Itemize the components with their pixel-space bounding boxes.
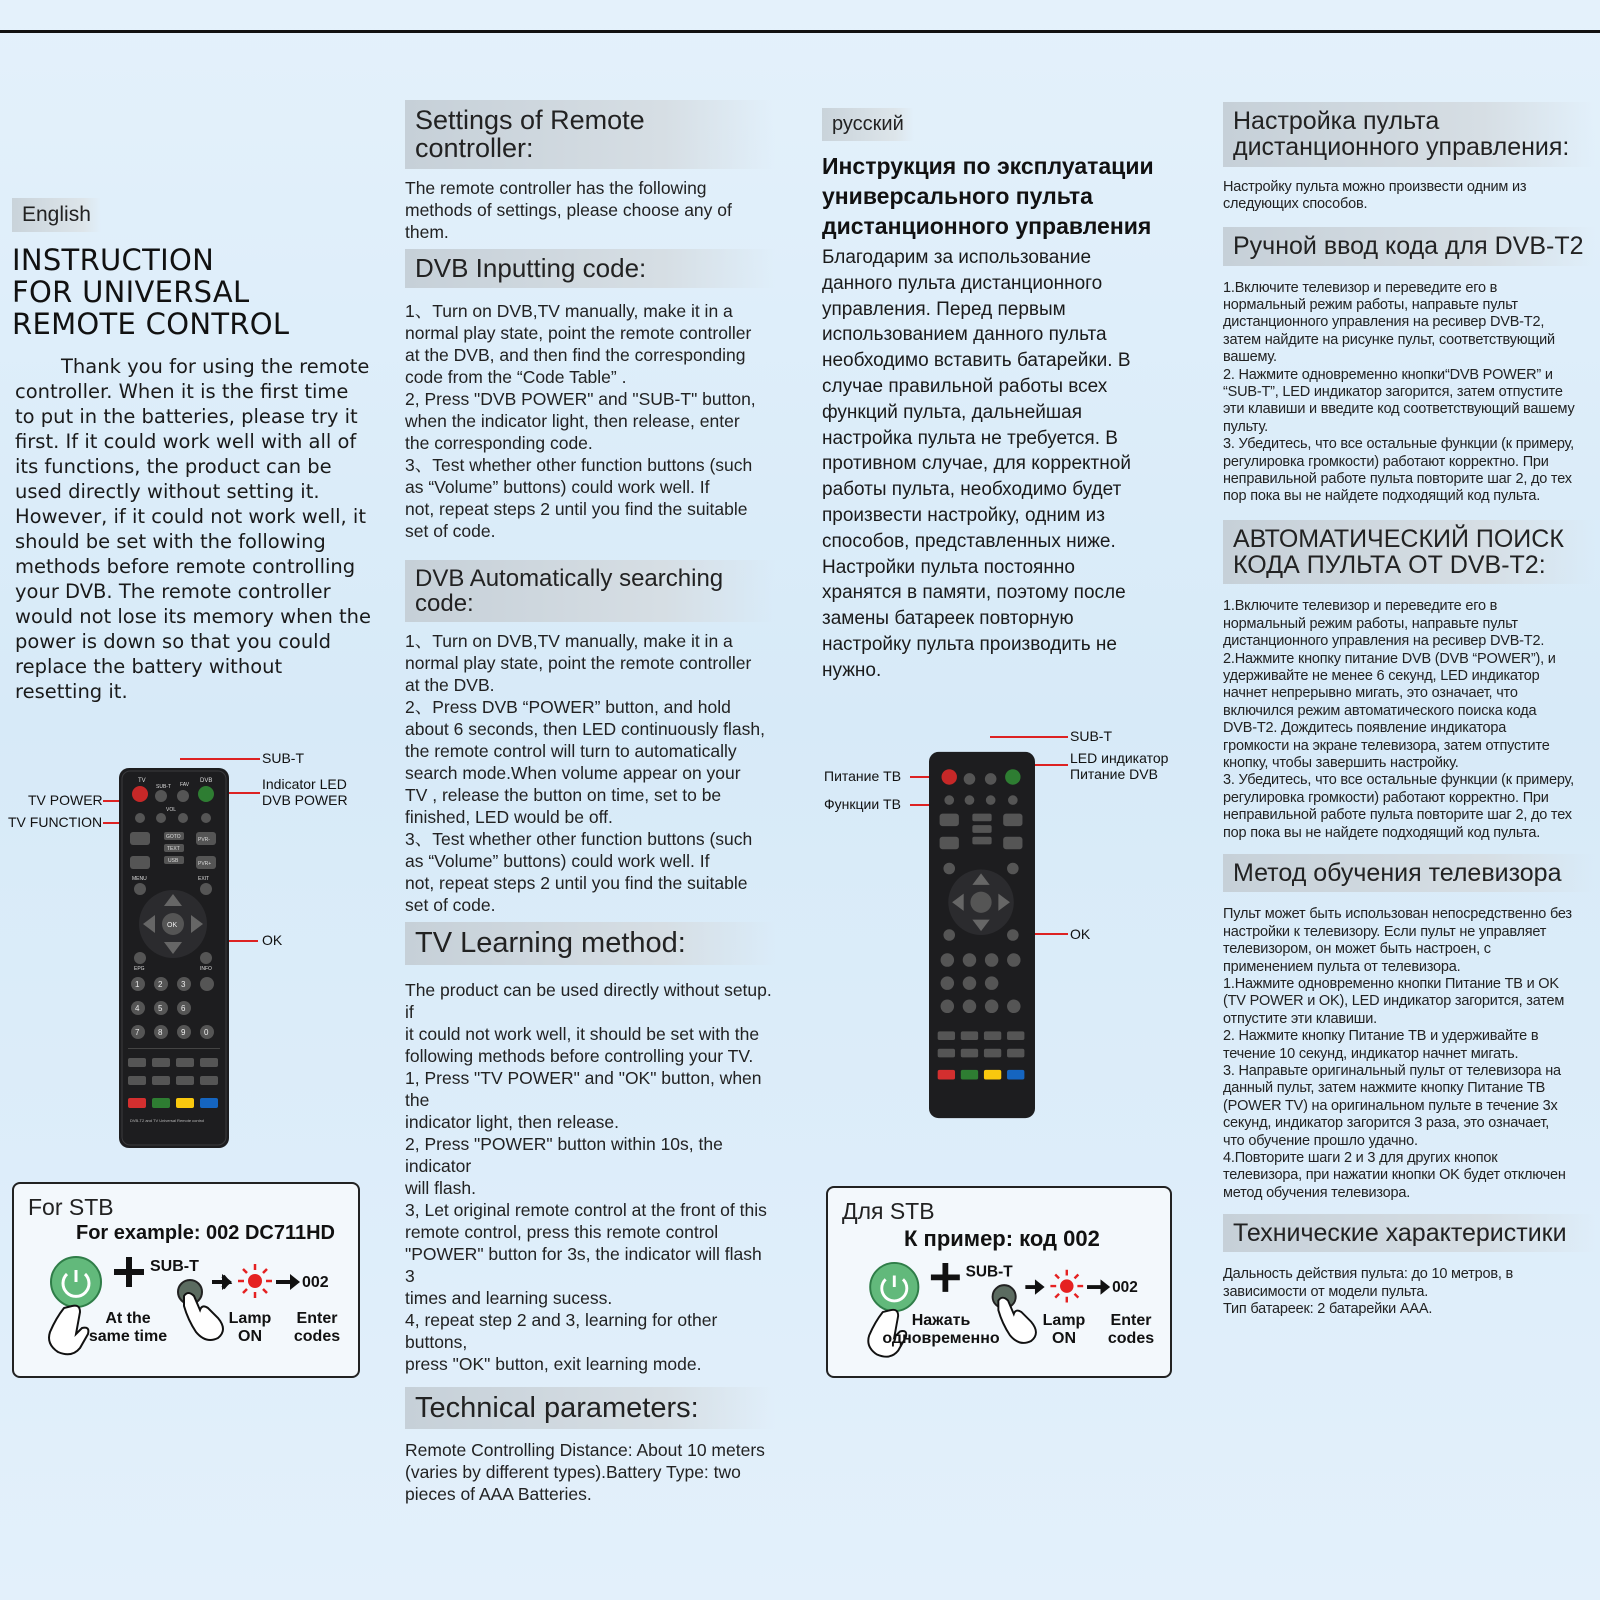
stb-enter-label: Enter codes	[293, 1310, 341, 1345]
remote-usb-label: USB	[168, 858, 179, 864]
remote-epg-label: EPG	[134, 966, 145, 972]
remote-digit-1: 1	[135, 980, 140, 989]
tv-power-button[interactable]	[132, 786, 148, 802]
ru-auto-heading: АВТОМАТИЧЕСКИЙ ПОИСК КОДА ПУЛЬТА ОТ DVB-T2:	[1223, 520, 1595, 585]
stb-title: For STB	[28, 1194, 114, 1220]
callout-ru-tv-function: Функции ТВ	[824, 796, 901, 812]
language-tag-english: English	[12, 198, 101, 232]
remote-digit-7: 7	[135, 1028, 140, 1037]
remote-digit-3: 3	[181, 980, 186, 989]
english-intro: Thank you for using the remote controller. When it is the first time to put in the batteries, please try it first. If it could work well with all of its functions, the product can be used directly without setting it. However, if it could not work well, it should be set with the following methods before remote controlling your DVB. The remote controller would not lose its memory when the power is down so that you could replace the battery without resetting it.	[15, 355, 372, 703]
lamp-on-icon	[238, 1264, 272, 1298]
callout-ru-led: LED индикатор	[1070, 750, 1169, 766]
stb-same-time-label: At the same time	[88, 1310, 168, 1345]
top-rule	[0, 30, 1600, 33]
remote-image-english	[118, 766, 230, 1150]
callout-dvb-power: DVB POWER	[262, 792, 348, 808]
settings-intro: The remote controller has the following methods of settings, please choose any of them.	[405, 177, 732, 242]
remote-info-label: INFO	[200, 966, 212, 972]
remote-image-russian	[926, 750, 1038, 1120]
remote-brand-label: DVB-T2 and TV Universal Remote control	[130, 1118, 205, 1123]
callout-subt: SUB-T	[262, 750, 304, 766]
arrow-right-icon-2	[290, 1274, 300, 1290]
remote-ok-label: OK	[167, 922, 178, 929]
english-title: INSTRUCTION FOR UNIVERSAL REMOTE CONTROL	[12, 243, 290, 341]
settings-column	[405, 100, 775, 1505]
dvb-auto-heading: DVB Automatically searching code:	[405, 560, 775, 622]
remote-goto-label: GOTO	[166, 834, 181, 840]
remote-pvr-label: PVR-	[198, 837, 210, 843]
stb-example-box-russian	[826, 1186, 1172, 1378]
callout-tv-power: TV POWER	[28, 792, 103, 808]
stb-ru-code: 002	[1112, 1278, 1138, 1296]
remote-key-label-subt: SUB-T	[156, 784, 171, 790]
settings-heading: Settings of Remote controller:	[405, 100, 775, 169]
subt-button[interactable]	[155, 790, 167, 802]
language-tag-russian: русский	[822, 108, 914, 141]
remote-digit-8: 8	[158, 1028, 163, 1037]
stb-ru-enter-label: Enter codes	[1107, 1312, 1155, 1347]
callout-ru-ok: OK	[1070, 926, 1091, 942]
stb-ru-subt-label: SUB-T	[965, 1263, 1013, 1281]
tech-heading: Technical parameters:	[405, 1387, 775, 1429]
ru-settings-intro: Настройку пульта можно произвести одним из следующих способов.	[1223, 178, 1527, 212]
callout-indicator-led: Indicator LED	[262, 776, 347, 792]
stb-ru-example-line: К пример: код 002	[904, 1226, 1100, 1251]
remote-pvr2-label: PVR+	[198, 861, 212, 867]
dvb-input-heading: DVB Inputting code:	[405, 249, 775, 288]
stb-subt-label: SUB-T	[150, 1258, 199, 1275]
russian-title: Инструкция по эксплуатации универсального пульта дистанционного управления	[822, 153, 1154, 239]
hand-pointer-icon-2	[184, 1293, 223, 1340]
ru-learning-heading: Метод обучения телевизора	[1223, 854, 1595, 892]
remote-menu-label: MENU	[132, 876, 147, 882]
callout-ru-dvb-power: Питание DVB	[1070, 766, 1158, 782]
callout-ok: OK	[262, 932, 283, 948]
stb-example-box-english	[12, 1182, 360, 1378]
dvb-auto-body: 1、Turn on DVB,TV manually, make it in a normal play state, point the remote controller at the DVB. 2、Press DVB “POWER” button, and hold about 6 seconds, then LED continuously flash, the remote control will turn to automatically search mode.When volume appear on your TV , release the button on time, set to be finished, LED would be off. 3、Test whether other function buttons (such as “Volume” buttons) could work well. If not, repeat steps 2 until you find the suitable set of code.	[405, 631, 765, 916]
english-remote-diagram	[0, 750, 380, 1170]
remote-digit-9: 9	[181, 1028, 186, 1037]
remote-digit-4: 4	[135, 1004, 140, 1013]
remote-vol-label: VOL	[166, 807, 177, 813]
remote-digit-2: 2	[158, 980, 163, 989]
callout-tv-function: TV FUNCTION	[8, 814, 103, 830]
english-column	[12, 198, 372, 704]
arrow-right-icon	[222, 1274, 232, 1290]
yellow-key[interactable]	[176, 1098, 194, 1108]
callout-ru-tv-power: Питание ТВ	[824, 768, 902, 784]
ru-settings-column	[1223, 102, 1595, 1319]
remote-key-label-tv: TV	[138, 778, 146, 784]
remote-digit-0: 0	[204, 1028, 209, 1037]
stb-ru-title: Для STB	[842, 1198, 935, 1224]
blue-key[interactable]	[200, 1098, 218, 1108]
red-key[interactable]	[128, 1098, 146, 1108]
remote-digit-6: 6	[181, 1004, 186, 1013]
ru-tech-body: Дальность действия пульта: до 10 метров, в зависимости от модели пульта. Тип батареек: 2 батарейки AAA.	[1223, 1266, 1514, 1318]
russian-intro: Благодарим за использование данного пульта дистанционного управления. Перед первым использованием данного пульта необходимо вставить батарейки. В случае правильной работы всех функций пульта, дальнейшая настройка пульта не требуется. В противном случае, для корректной работы пульта, необходимо будет произвести настройку, одним из способов, представленных ниже. Настройки пульта постоянно хранятся в памяти, поэтому после замены батареек повторную настройку пульта производить не нужно.	[822, 247, 1131, 681]
tv-learning-body: The product can be used directly without setup. if it could not work well, it should be set with the following methods before controlling your TV. 1, Press "TV POWER" and "OK" button, when the indicator light, then release. 2, Press "POWER" button within 10s, the indicator will flash. 3, Let original remote control at the front of this remote control, press this remote control "POWER" button for 3s, the indicator will flash 3 times and learning sucess. 4, repeat step 2 and 3, learning for other buttons, press "OK" button, exit learning mode.	[405, 979, 772, 1374]
ru-manual-body: 1.Включите телевизор и переведите его в нормальный режим работы, направьте пульт дистанционного управления на ресивер DVB-T2, затем найдите на рисунке пульт, соответствующий вашему. 2. Нажмите одновременно кнопки“DVB POWER” и “SUB-T”, LED индикатор загорится, затем отпустите эти клавиши и введите код соответствующий вашему пульту. 3. Убедитесь, что все остальные функции (к примеру, регулировка громкости) работают корректно. При неправильной работе пульта повторите шаг 2, до тех пор пока вы не найдете подходящий код пульта.	[1223, 279, 1575, 505]
dvb-power-button[interactable]	[198, 786, 214, 802]
russian-remote-diagram	[810, 728, 1190, 1148]
remote-exit-label: EXIT	[198, 876, 210, 882]
stb-example-line: For example: 002 DC711HD	[76, 1222, 336, 1244]
ru-learning-body: Пульт может быть использован непосредственно без настройки к телевизору. Если пульт не управляет телевизором, он может быть настроен, с применением пульта от телевизора. 1.Нажмите одновременно кнопки Питание ТВ и OK (TV POWER и OK), LED индикатор загорится, затем отпустите эти клавиши. 2. Нажмите кнопку Питание ТВ и удерживайте в течение 10 секунд, индикатор начнет мигать. 3. Направьте оригинальный пульт от телевизора на данный пульт, затем нажмите кнопку Питание ТВ (POWER TV) на оригинальном пульте в течение 3х секунд, индикатор загорится 3 раза, это означает, что обучение прошло удачно. 4.Повторите шаги 2 и 3 для других кнопок телевизора, при нажатии кнопки OK будет отключен метод обучения телевизора.	[1223, 906, 1572, 1201]
ru-tech-heading: Технические характеристики	[1223, 1214, 1595, 1252]
dvb-input-body: 1、Turn on DVB,TV manually, make it in a normal play state, point the remote controller at the DVB, and then find the corresponding code from the “Code Table” . 2, Press "DVB POWER" and "SUB-T" button, when the indicator light, then release, enter the corresponding code. 3、Test whether other function buttons (such as “Volume” buttons) could work well. If not, repeat steps 2 until you find the suitable set of code.	[405, 300, 756, 541]
remote-key-label-dvb: DVB	[200, 778, 213, 784]
green-key[interactable]	[152, 1098, 170, 1108]
ru-manual-heading: Ручной ввод кода для DVB-T2	[1223, 227, 1595, 265]
tech-body: Remote Controlling Distance: About 10 meters (varies by different types).Battery Type: two pieces of AAA Batteries.	[405, 1440, 765, 1505]
ru-settings-heading: Настройка пульта дистанционного управления:	[1223, 102, 1595, 167]
tv-learning-heading: TV Learning method:	[405, 922, 775, 964]
callout-ru-subt: SUB-T	[1070, 728, 1112, 744]
russian-column	[822, 108, 1182, 684]
stb-code: 002	[302, 1274, 329, 1291]
remote-digit-5: 5	[158, 1004, 163, 1013]
fav-button[interactable]	[177, 790, 189, 802]
stb-ru-same-time-label: Нажать одновременно	[882, 1312, 1000, 1347]
stb-lamp-label: Lamp ON	[228, 1310, 272, 1345]
stb-ru-lamp-label: Lamp ON	[1042, 1312, 1086, 1347]
ru-auto-body: 1.Включите телевизор и переведите его в нормальный режим работы, направьте пульт дистанционного управления на ресивер DVB-T2. 2.Нажмите кнопку питание DVB (DVB “POWER”), и удерживайте не менее 6 секунд, LED индикатор начнет непрерывно мигать, это означает, что включился режим автоматического поиска кода DVB-T2. Дождитесь появление индикатора громкости на экране телевизора, затем отпустите кнопку, чтобы завершить настройку. 3. Убедитесь, что все остальные функции (к примеру, регулировка громкости) работают корректно. При неправильной работе пульта повторите шаг 2, до тех пор пока вы не найдете подходящий код пульта.	[1223, 598, 1574, 841]
remote-text-label: TEXT	[167, 846, 180, 852]
remote-key-label-fav: FAV	[180, 782, 190, 788]
